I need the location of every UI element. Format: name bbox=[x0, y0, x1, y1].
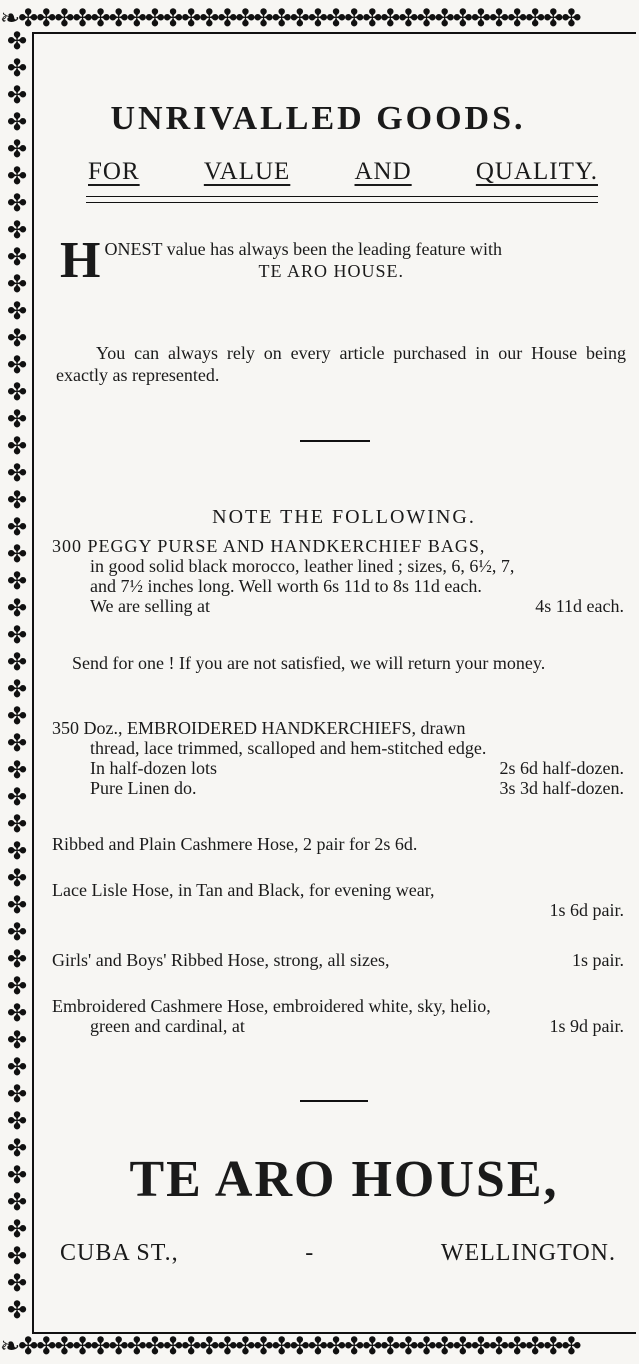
intro-paragraph bbox=[60, 232, 628, 289]
store-name-inline: TE ARO HOUSE. bbox=[258, 261, 404, 281]
item-label: green and cardinal, at bbox=[90, 1016, 245, 1036]
ornamental-border-bottom: ❧✤✤✤✤✤✤✤✤✤✤✤✤✤✤✤✤✤✤✤✤✤✤✤✤✤✤✤✤✤✤✤ bbox=[0, 1332, 580, 1360]
street: CUBA ST., bbox=[60, 1240, 179, 1266]
item-label: Girls' and Boys' Ribbed Hose, strong, all sizes, bbox=[52, 950, 390, 970]
item-line: 350 Doz., EMBROIDERED HANDKERCHIEFS, drawn bbox=[52, 718, 466, 738]
item-price: 2s 6d half-dozen. bbox=[499, 758, 624, 778]
item-bags bbox=[52, 536, 624, 616]
item-lisle-hose bbox=[52, 880, 624, 920]
item-price: 1s pair. bbox=[572, 950, 624, 970]
item-line: in good solid black morocco, leather lined ; sizes, 6, 6½, 7, bbox=[90, 556, 515, 576]
guarantee-paragraph: Send for one ! If you are not satisfied, we will return your money. bbox=[72, 653, 546, 673]
separator-rule bbox=[300, 1100, 368, 1102]
item-label: We are selling at bbox=[90, 596, 210, 616]
drop-cap: H bbox=[60, 232, 101, 289]
separator-rule bbox=[300, 440, 370, 442]
item-price-line bbox=[52, 596, 624, 616]
subheadline-word: VALUE bbox=[203, 158, 291, 185]
item-line: Ribbed and Plain Cashmere Hose, 2 pair for 2s 6d. bbox=[52, 834, 418, 854]
item-line: Lace Lisle Hose, in Tan and Black, for evening wear, bbox=[52, 880, 435, 900]
item-price-line bbox=[52, 778, 624, 798]
ornamental-border-top: ❧✤✤✤✤✤✤✤✤✤✤✤✤✤✤✤✤✤✤✤✤✤✤✤✤✤✤✤✤✤✤✤ bbox=[0, 4, 580, 32]
item-price-line bbox=[52, 1016, 624, 1036]
subheadline-word: AND bbox=[354, 158, 412, 185]
intro-line: ONEST value has always been the leading feature with bbox=[104, 239, 502, 259]
item-handkerchiefs bbox=[52, 718, 624, 798]
subheadline bbox=[88, 158, 598, 186]
item-ribbed-hose bbox=[52, 950, 624, 970]
item-line: and 7½ inches long. Well worth 6s 11d to 8s 11d each. bbox=[90, 576, 482, 596]
ad-frame bbox=[32, 32, 636, 1334]
address-dash: - bbox=[305, 1240, 315, 1266]
item-label: Pure Linen do. bbox=[90, 778, 197, 798]
note-heading: NOTE THE FOLLOWING. bbox=[212, 506, 476, 528]
reliability-paragraph: You can always rely on every article purchased in our House being exactly as represented. bbox=[56, 343, 626, 385]
subheadline-word: QUALITY. bbox=[475, 158, 598, 185]
item-price: 4s 11d each. bbox=[535, 596, 624, 616]
item-price: 3s 3d half-dozen. bbox=[499, 778, 624, 798]
item-label: In half-dozen lots bbox=[90, 758, 217, 778]
city: WELLINGTON. bbox=[440, 1240, 616, 1266]
store-name: TE ARO HOUSE, bbox=[129, 1151, 559, 1208]
item-price: 1s 9d pair. bbox=[549, 1016, 624, 1036]
item-line: 300 PEGGY PURSE AND HANDKERCHIEF BAGS, bbox=[52, 536, 486, 556]
item-price: 1s 6d pair. bbox=[549, 900, 624, 920]
item-line: Embroidered Cashmere Hose, embroidered white, sky, helio, bbox=[52, 996, 491, 1016]
double-rule bbox=[86, 196, 598, 203]
store-address bbox=[60, 1240, 616, 1267]
ornamental-border-left: ✤✤✤✤✤✤✤✤✤✤✤✤✤✤✤✤✤✤✤✤✤✤✤✤✤✤✤✤✤✤✤✤✤✤✤✤✤✤✤✤✤✤✤✤✤✤✤✤ bbox=[6, 28, 28, 1324]
headline: UNRIVALLED GOODS. bbox=[110, 100, 526, 137]
item-line: thread, lace trimmed, scalloped and hem-stitched edge. bbox=[90, 738, 487, 758]
item-embroidered-hose bbox=[52, 996, 624, 1036]
item-cashmere-hose bbox=[52, 834, 624, 854]
item-price-line bbox=[52, 950, 624, 970]
subheadline-word: FOR bbox=[88, 158, 140, 185]
item-price-line bbox=[52, 758, 624, 778]
